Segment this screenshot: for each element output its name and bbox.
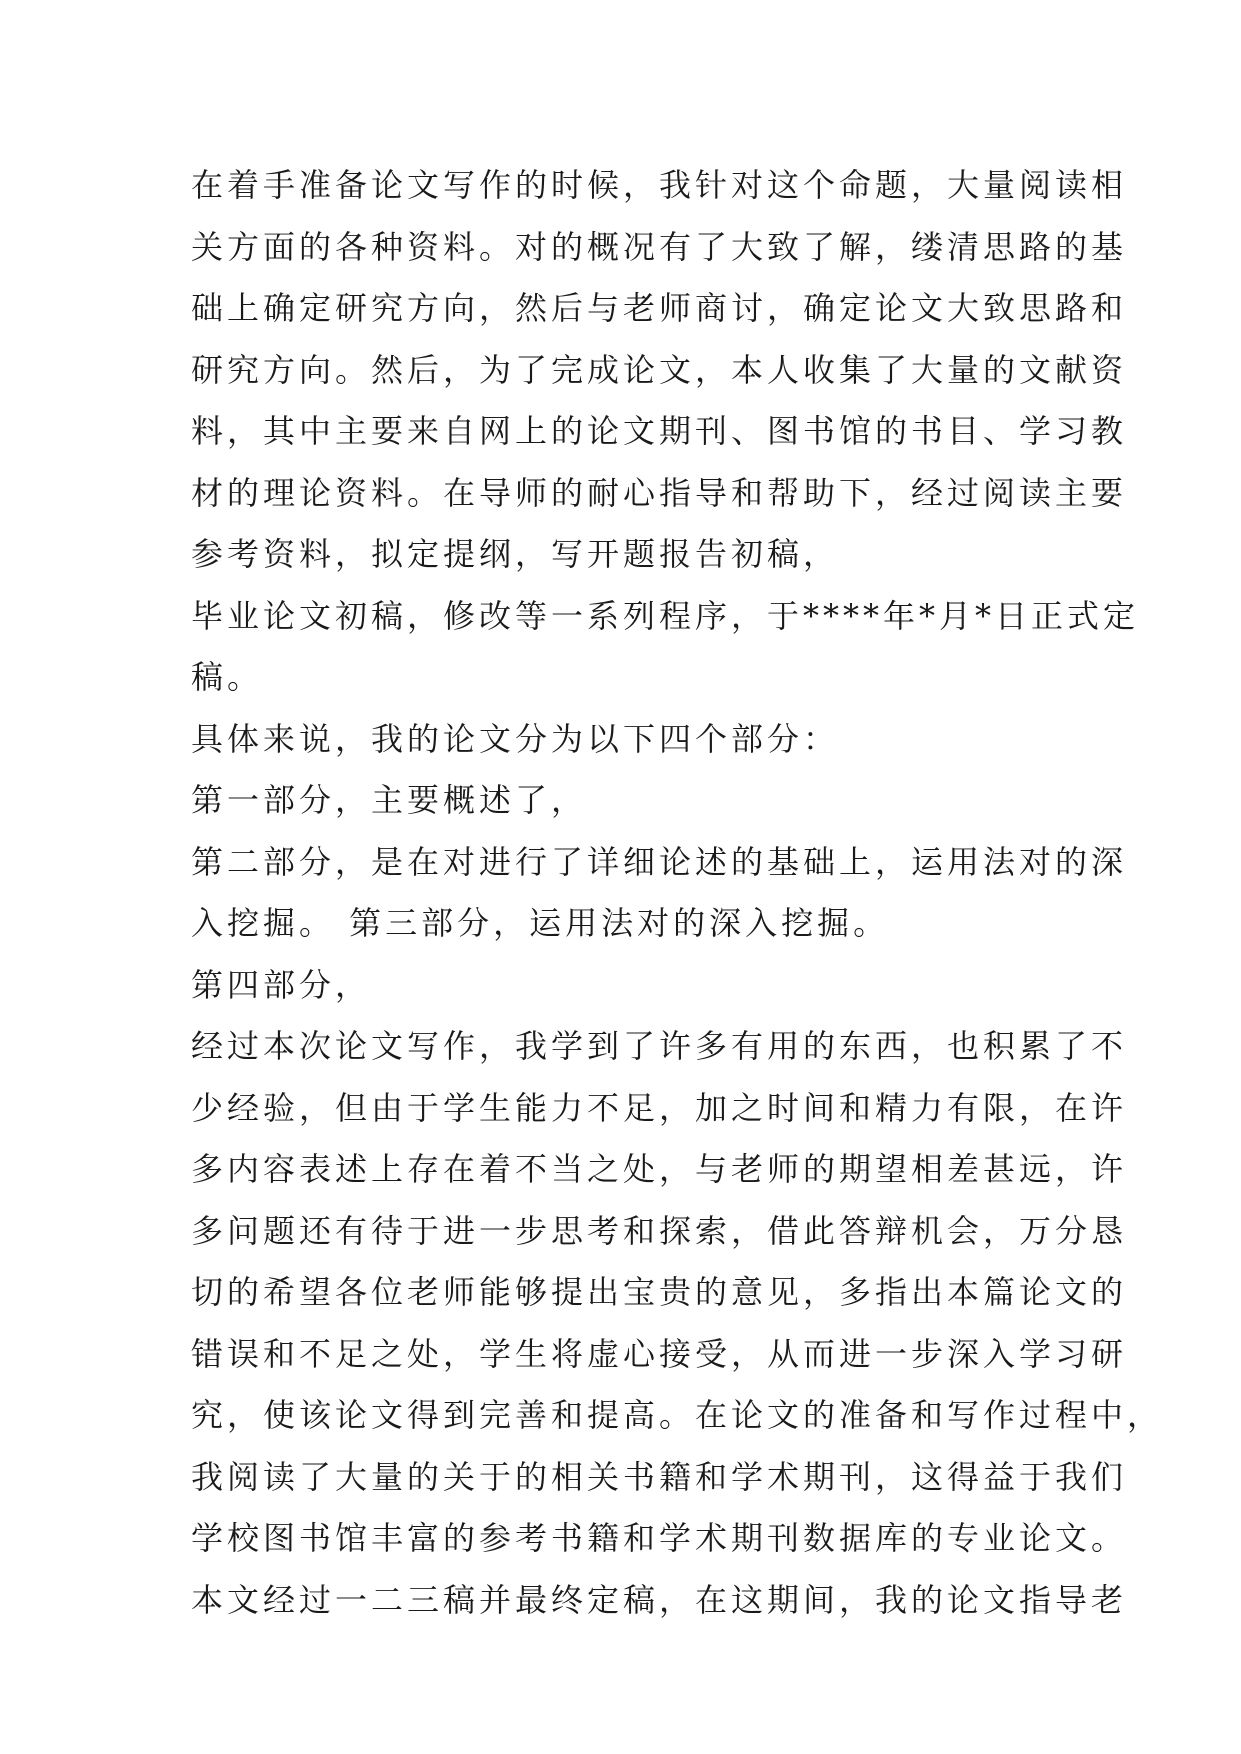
text-line: 第一部分，主要概述了， [191,781,588,819]
text-line: 第二部分，是在对进行了详细论述的基础上，运用法对的深 [191,842,1128,881]
text-line: 学校图书馆丰富的参考书籍和学术期刊数据库的专业论文。 [191,1519,1128,1557]
text-line: 经过本次论文写作，我学到了许多有用的东西，也积累了不 [191,1027,1128,1065]
text-line: 究，使该论文得到完善和提高。在论文的准备和写作过程中， [191,1396,1164,1434]
text-line: 少经验，但由于学生能力不足，加之时间和精力有限，在许 [191,1088,1128,1127]
text-line: 础上确定研究方向，然后与老师商讨，确定论文大致思路和 [191,289,1128,327]
text-line: 本文经过一二三稿并最终定稿，在这期间，我的论文指导老 [191,1580,1128,1619]
document-body [191,155,1164,1631]
text-line: 材的理论资料。在导师的耐心指导和帮助下，经过阅读主要 [191,473,1128,512]
text-line: 毕业论文初稿，修改等一系列程序，于****年*月*日正式定 [191,596,1140,635]
text-line: 稿。 [191,658,264,696]
text-line: 切的希望各位老师能够提出宝贵的意见，多指出本篇论文的 [191,1273,1128,1311]
text-line: 具体来说，我的论文分为以下四个部分： [191,719,840,758]
text-line: 在着手准备论文写作的时候，我针对这个命题，大量阅读相 [191,166,1128,204]
text-line: 错误和不足之处，学生将虚心接受，从而进一步深入学习研 [191,1334,1128,1373]
text-line: 多问题还有待于进一步思考和探索，借此答辩机会，万分恳 [191,1211,1128,1250]
text-line: 我阅读了大量的关于的相关书籍和学术期刊，这得益于我们 [191,1457,1128,1496]
text-line: 多内容表述上存在着不当之处，与老师的期望相差甚远，许 [191,1150,1128,1188]
text-line: 研究方向。然后，为了完成论文，本人收集了大量的文献资 [191,350,1128,389]
text-line: 关方面的各种资料。对的概况有了大致了解，缕清思路的基 [191,227,1128,266]
text-line: 入挖掘。 第三部分，运用法对的深入挖掘。 [191,904,890,942]
text-line: 参考资料，拟定提纲，写开题报告初稿， [191,535,840,573]
text-line: 第四部分， [191,965,372,1004]
text-line: 料，其中主要来自网上的论文期刊、图书馆的书目、学习教 [191,412,1128,450]
